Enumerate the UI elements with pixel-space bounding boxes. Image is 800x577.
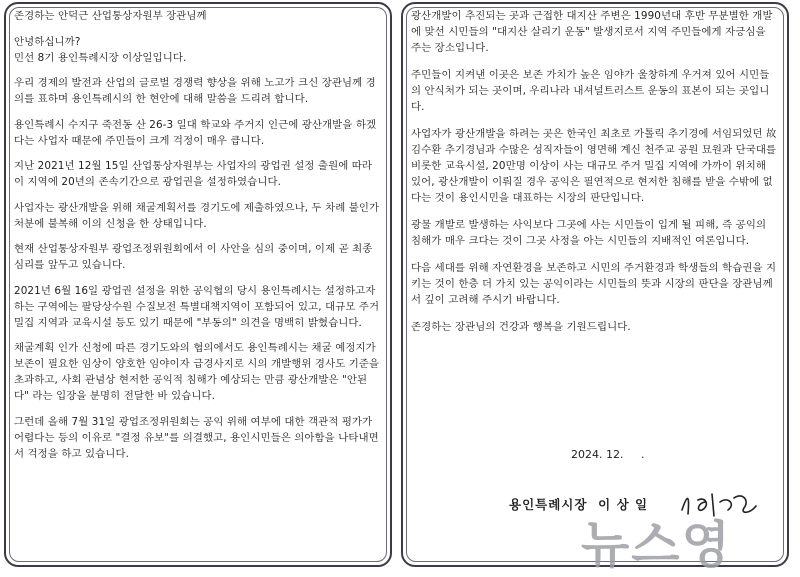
- letter-page-right: [401, 2, 789, 574]
- paragraph: 주민들이 지켜낸 이곳은 보존 가치가 높은 임야가 울창하게 우거져 있어 시민들의 안식처가 되는 곳이며, 우리나라 내셔널트러스트 운동의 표본이 되는 곳입니다.: [411, 69, 770, 113]
- closing: 존경하는 장관님의 건강과 행복을 기원드립니다.: [411, 321, 631, 333]
- watermark-logo: 뉴스영: [581, 516, 732, 574]
- letter-page-left: [4, 2, 392, 567]
- paragraph: 2021년 6월 16일 광업권 설정을 위한 공익협의 당시 용인특례시는 설정하고자 하는 구역에는 팔당상수원 수질보전 특별대책지역이 포함되어 있고, 대규모 주거 밀집 지역과 교육시설 등도 있기 때문에 "부동의" 의견을 명백히 밝혔습니다.: [14, 284, 380, 329]
- paragraph: 광산개발이 추진되는 곳과 근접한 대지산 주변은 1990년대 후반 무분별한 개발에 맞선 시민들의 "대지산 살리기 운동" 발생지로서 지역 주민들에게 자긍심을 주는 장소입니다.: [411, 10, 773, 54]
- paragraph: 사업자가 광산개발을 하려는 곳은 한국인 최초로 가톨릭 추기경에 서임되었던 故 김수환 추기경님과 수많은 성직자들이 영면해 계신 천주교 공원 묘원과 단국대를 비롯한 교육시설, 20만명 이상이 사는 대규모 주거 밀집 지역에 가까이 위치해 있어, 광산개발이 이뤄질 경우 공익은 필연적으로 현저한 침해를 받을 수밖에 없다는 것이 용인시민을 대표하는 시장의 판단입니다.: [411, 128, 777, 204]
- letter-body-left: [14, 8, 382, 471]
- letter-date: 2024. 12. .: [571, 448, 645, 461]
- paragraph: 다음 세대를 위해 자연환경을 보존하고 시민의 주거환경과 학생들의 학습권을 지키는 것이 한층 더 가치 있는 공익이라는 시민들의 뜻과 시장의 판단을 장관님께서 깊이 고려해 주시기 바랍니다.: [411, 262, 777, 306]
- greeting: 안녕하십니까? 민선 8기 용인특례시장 이상일입니다.: [14, 35, 187, 64]
- paragraph: 용인특례시 수지구 죽전동 산 26-3 일대 학교와 주거지 인근에 광산개발을 하겠다는 사업자 때문에 주민들이 크게 걱정이 매우 큽니다.: [14, 118, 377, 147]
- salutation: 존경하는 안덕근 산업통상자원부 장관님께: [14, 10, 207, 22]
- paragraph: 채굴계획 인가 신청에 따른 경기도와의 협의에서도 용인특례시는 채굴 예정지가 보존이 필요한 임상이 양호한 임야이자 급경사지로 시의 개발행위 경사도 기준을 초과하고, 사회 관념상 현저한 공익적 침해가 예상되는 만큼 광산개발은 "안된다" 라는 입장을 분명히 전달한 바 있습니다.: [14, 342, 380, 402]
- paragraph: 우리 경제의 발전과 산업의 글로벌 경쟁력 향상을 위해 노고가 크신 장관님께 경의를 표하며 용인특례시의 한 현안에 대해 말씀을 드리려 합니다.: [14, 77, 376, 105]
- paragraph: 지난 2021년 12월 15일 산업통상자원부는 사업자의 광업권 설정 출원에 따라 이 지역에 20년의 존속기간으로 광업권을 설정하였습니다.: [14, 160, 373, 188]
- paragraph: 사업자는 광산개발을 위해 채굴계획서를 경기도에 제출하였으나, 두 차례 불인가 처분에 불복해 이의 신청을 한 상태입니다.: [14, 201, 380, 230]
- signature-line: 용인특례시장 이 상 일: [509, 497, 649, 512]
- paragraph: 그런데 올해 7월 31일 광업조정위원회는 공익 위해 여부에 대한 객관적 평가가 어렵다는 등의 이유로 "결정 유보"를 의결했고, 용인시민들은 의아함을 나타내면서 걱정을 하고 있습니다.: [14, 415, 379, 460]
- paragraph: 광물 개발로 발생하는 사익보다 그곳에 사는 시민들이 입게 될 피해, 즉 공익의 침해가 매우 크다는 것이 그곳 사정을 아는 시민들의 지배적인 여론입니다.: [411, 219, 767, 247]
- paragraph: 현재 산업통상자원부 광업조정위원회에서 이 사안을 심의 중이며, 이제 곧 최종 심리를 앞두고 있습니다.: [14, 243, 373, 271]
- letter-body-right: [411, 8, 779, 346]
